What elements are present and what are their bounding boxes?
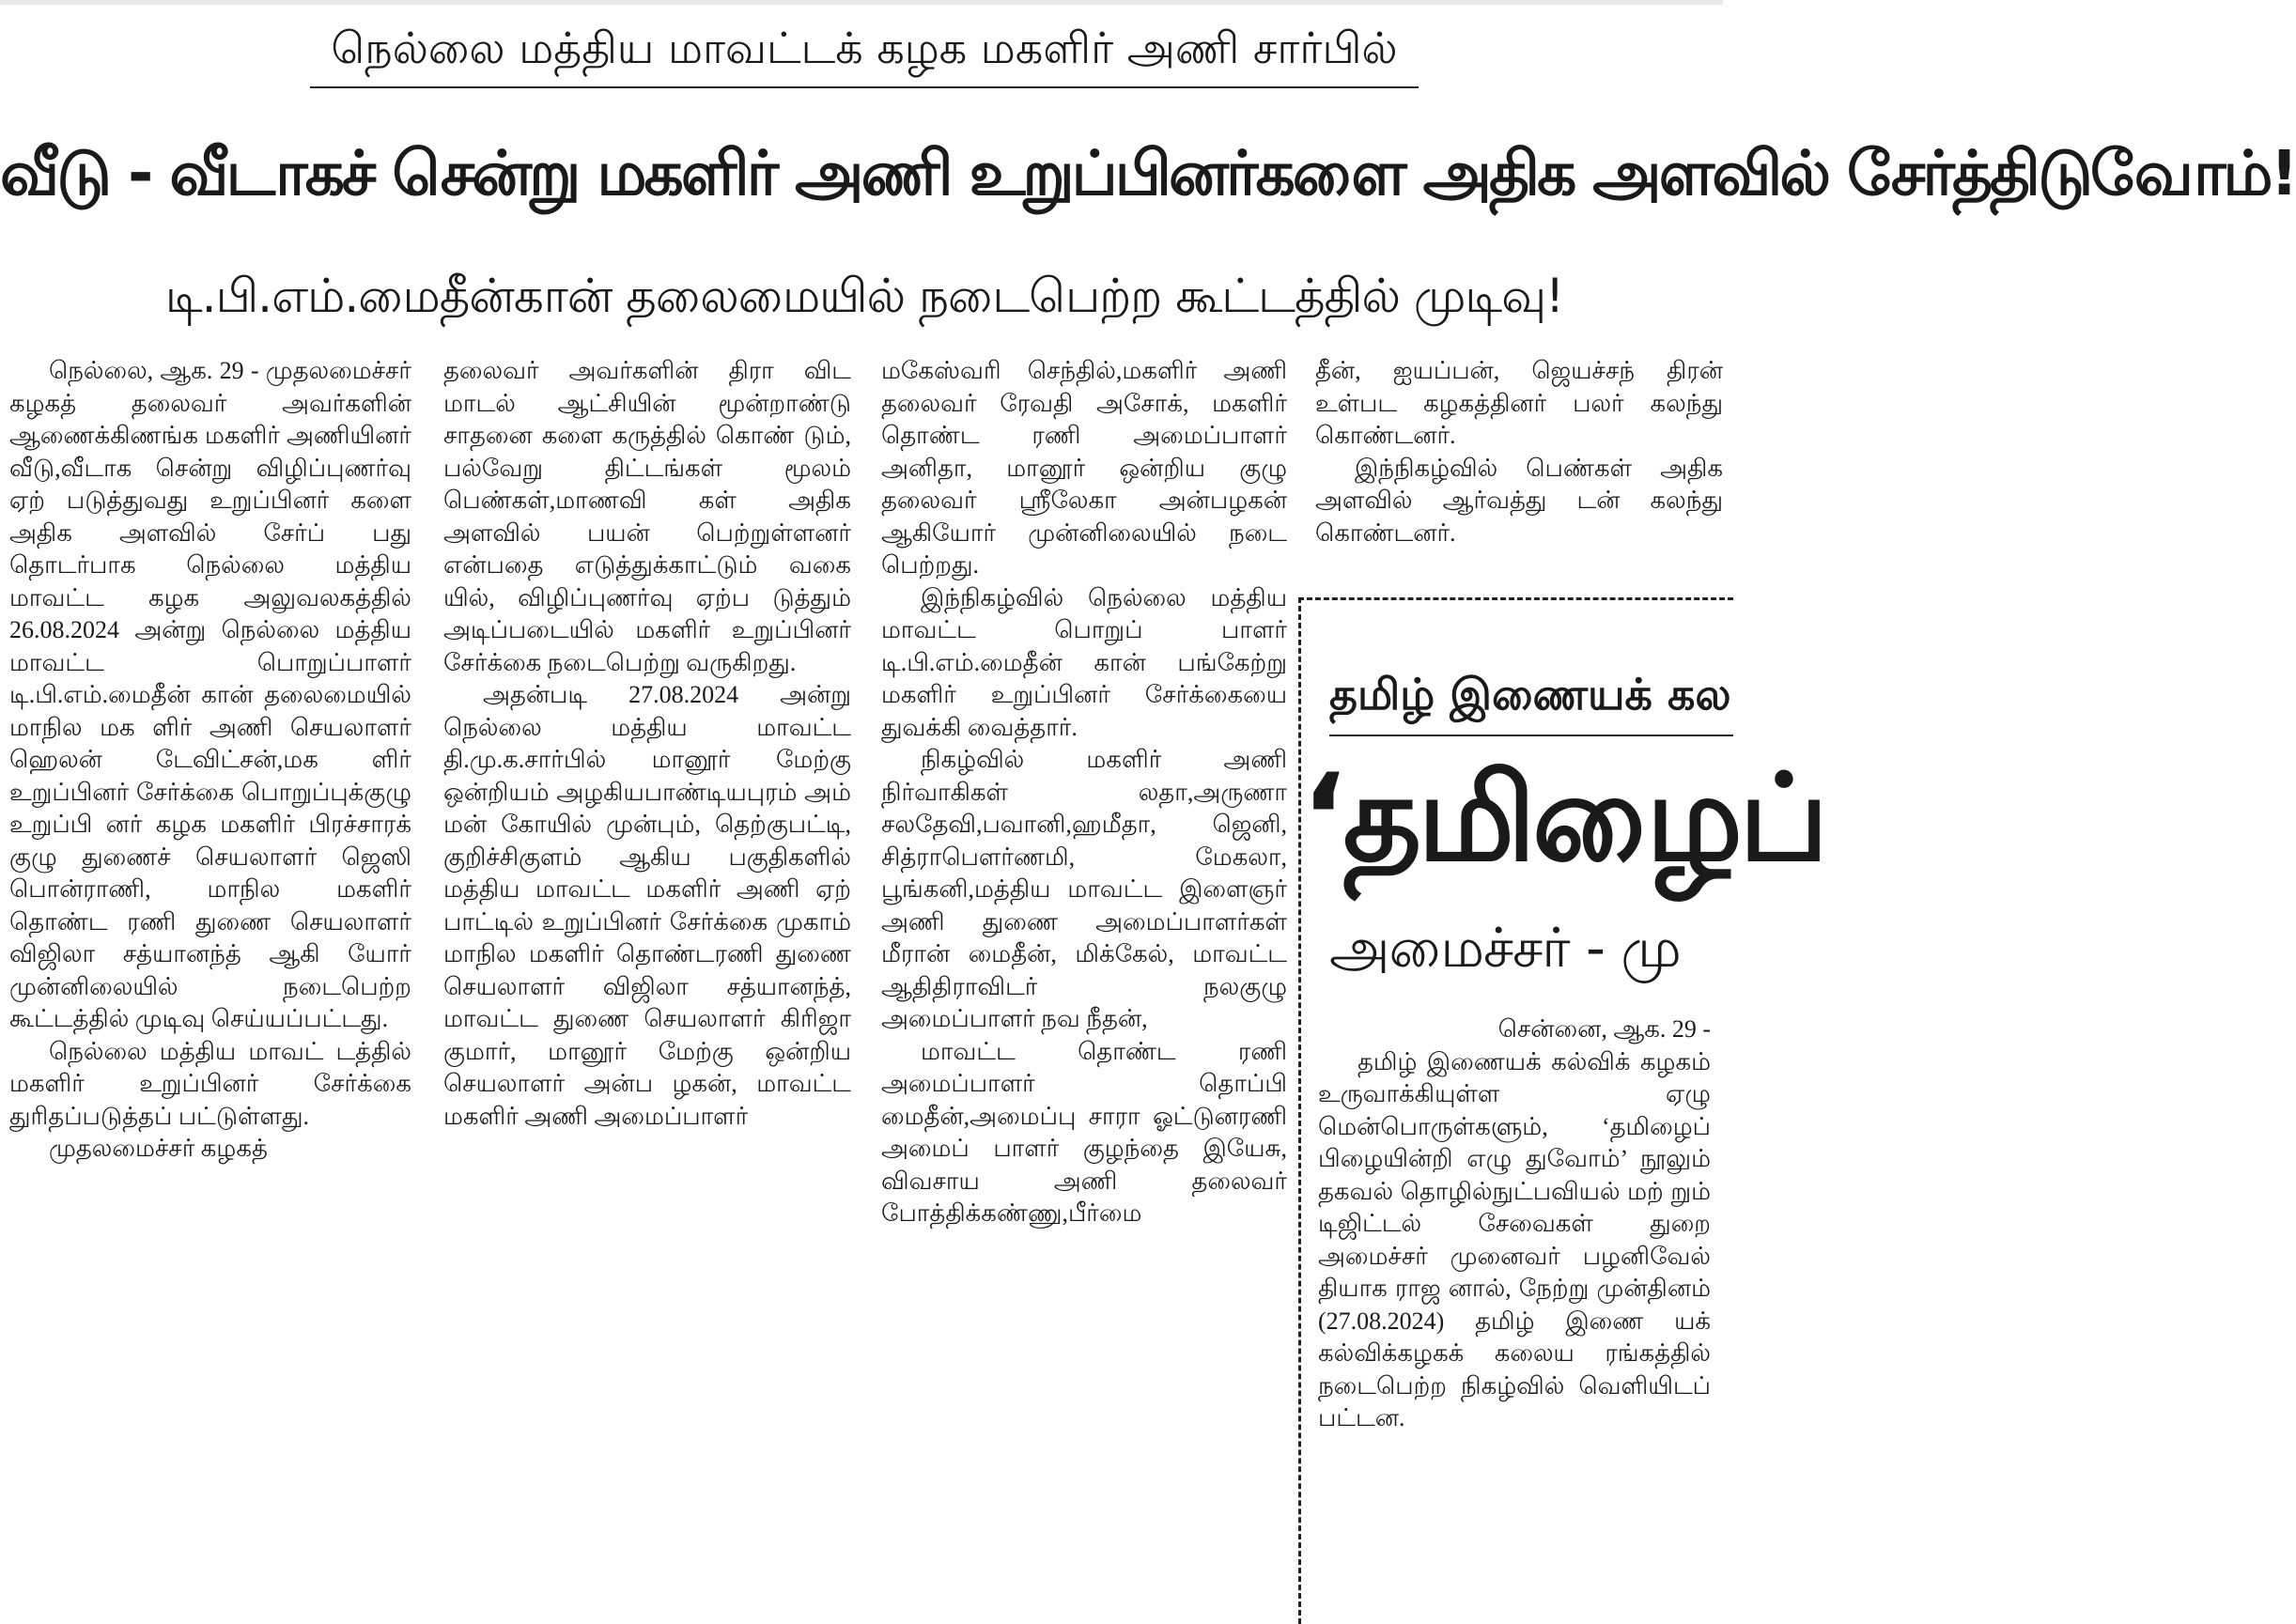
dateline: சென்னை, ஆக. 29 - [1497,1015,1711,1043]
paragraph: முதலமைச்சர் கழகத் [49,1135,268,1162]
article-column-2 [443,355,851,1604]
paragraph: நிகழ்வில் மகளிர் அணி நிர்வாகிகள் லதா,அருணா சலதேவி,பவானி,ஹமீதா, ஜெனி, சித்ராபௌர்ணமி, மேகலா, பூங்கனி,மத்திய மாவட்ட இளைஞர் அணி துணை அமைப்பாளர்கள் மீரான் மைதீன், மிக்கேல், மாவட்ட ஆதிதிராவிடர் நலகுழு அமைப்பாளர் நவ நீதன், [881,746,1287,1032]
article-kicker: நெல்லை மத்திய மாவட்டக் கழக மகளிர் அணி சார்பில் [310,13,1419,88]
paragraph: தீன், ஐயப்பன், ஜெயச்சந் திரன் உள்பட கழகத்தினர் பலர் கலந்து கொண்டனர். [1315,357,1723,449]
paragraph: அதன்படி 27.08.2024 அன்று நெல்லை மத்திய மாவட்ட தி.மு.க.சார்பில் மானூர் மேற்கு ஒன்றியம் அழகியபாண்டியபுரம் அம் மன் கோயில் முன்பும், தெற்குபட்டி, குறிச்சிகுளம் ஆகிய பகுதிகளில் மத்திய மாவட்ட மகளிர் அணி ஏற் பாட்டில் உறுப்பினர் சேர்க்கை முகாம் மாநில மகளிர் தொண்டரணி துணை செயலாளர் விஜிலா சத்யானந்த், மாவட்ட துணை செயலாளர் கிரிஜா குமார், மானூர் மேற்கு ஒன்றிய செயலாளர் அன்ப ழகன், மாவட்ட மகளிர் அணி அமைப்பாளர் [443,681,851,1130]
paragraph: இந்நிகழ்வில் பெண்கள் அதிக அளவில் ஆர்வத்து டன் கலந்து கொண்டனர். [1315,454,1723,547]
paragraph: இந்நிகழ்வில் நெல்லை மத்திய மாவட்ட பொறுப் பாளர் டி.பி.எம்.மைதீன் கான் பங்கேற்று மகளிர் உறுப்பினர் சேர்க்கையை துவக்கி வைத்தார். [881,583,1287,741]
paragraph: தலைவர் அவர்களின் திரா விட மாடல் ஆட்சியின் மூன்றாண்டு சாதனை களை கருத்தில் கொண் டும், பல்வேறு திட்டங்கள் மூலம் பெண்கள்,மாணவி கள் அதிக அளவில் பயன் பெற்றுள்ளனர் என்பதை எடுத்துக்காட்டும் வகை யில், விழிப்புணர்வு ஏற்ப டுத்தும் அடிப்படையில் மகளிர் உறுப்பினர் சேர்க்கை நடைபெற்று வருகிறது. [443,357,851,676]
paragraph: தமிழ் இணையக் கல்விக் கழகம் உருவாக்கியுள்ள ஏழு மென்பொருள்களும், ‘தமிழைப் பிழையின்றி எழு துவோம்’ நூலும் தகவல் தொழில்நுட்பவியல் மற் றும் டிஜிட்டல் சேவைகள் துறை அமைச்சர் முனைவர் பழனிவேல் தியாக ராஜ னால், நேற்று முன்தினம் (27.08.2024) தமிழ் இணை யக் கல்விக்கழகக் கலைய ரங்கத்தில் நடைபெற்ற நிகழ்வில் வெளியிடப் பட்டன. [1318,1047,1711,1431]
sidebar-kicker: தமிழ் இணையக் கல [1329,669,1731,719]
top-border [0,0,1723,5]
article-column-1 [9,355,411,1604]
article-column-4 [1315,355,1723,611]
paragraph: நெல்லை, ஆக. 29 - முதலமைச்சர் கழகத் தலைவர் அவர்களின் ஆணைக்கிணங்க மகளிர் அணியினர் வீடு,வீடாக சென்று விழிப்புணர்வு ஏற் படுத்துவது உறுப்பினர் களை அதிக அளவில் சேர்ப் பது தொடர்பாக நெல்லை மத்திய மாவட்ட கழக அலுவலகத்தில் 26.08.2024 அன்று நெல்லை மத்திய மாவட்ட பொறுப்பாளர் டி.பி.எம்.மைதீன் கான் தலைமையில் மாநில மக ளிர் அணி செயலாளர் ஹெலன் டேவிட்சன்,மக ளிர் உறுப்பினர் சேர்க்கை பொறுப்புக்குழு உறுப்பி னர் கழக மகளிர் பிரச்சாரக் குழு துணைச் செயலாளர் ஜெஸி பொன்ராணி, மாநில மகளிர் தொண்ட ரணி துணை செயலாளர் விஜிலா சத்யானந்த் ஆகி யோர் முன்னிலையில் நடைபெற்ற கூட்டத்தில் முடிவு செய்யப்பட்டது. [9,357,411,1032]
paragraph: மாவட்ட தொண்ட ரணி அமைப்பாளர் தொப்பி மைதீன்,அமைப்பு சாரா ஓட்டுனரணி அமைப் பாளர் குழந்தை இயேசு, விவசாய அணி தலைவர் போத்திக்கண்ணு,பீர்மை [881,1037,1287,1227]
paragraph: நெல்லை மத்திய மாவட் டத்தில் மகளிர் உறுப்பினர் சேர்க்கை துரிதப்படுத்தப் பட்டுள்ளது. [9,1037,411,1130]
paragraph: மகேஸ்வரி செந்தில்,மகளிர் அணி தலைவர் ரேவதி அசோக், மகளிர் தொண்ட ரணி அமைப்பாளர் அனிதா, மானூர் ஒன்றிய குழு தலைவர் ஸ்ரீலேகா அன்பழகன் ஆகியோர் முன்னிலையில் நடை பெற்றது. [881,357,1287,579]
divider [1329,735,1733,736]
sidebar-body [1318,1013,1711,1624]
headline: வீடு - வீடாகச் சென்று மகளிர் அணி உறுப்பினர்களை அதிக அளவில் சேர்த்திடுவோம்! [0,137,2296,209]
sidebar-article-box [1298,597,1825,1624]
sidebar-subtitle: அமைச்சர் - மு [1329,916,1681,980]
article-column-3 [881,355,1287,1604]
subheadline: டி.பி.எம்.மைதீன்கான் தலைமையில் நடைபெற்ற கூட்டத்தில் முடிவு! [164,269,1564,323]
sidebar-title: ‘தமிழைப் [1301,749,1825,889]
